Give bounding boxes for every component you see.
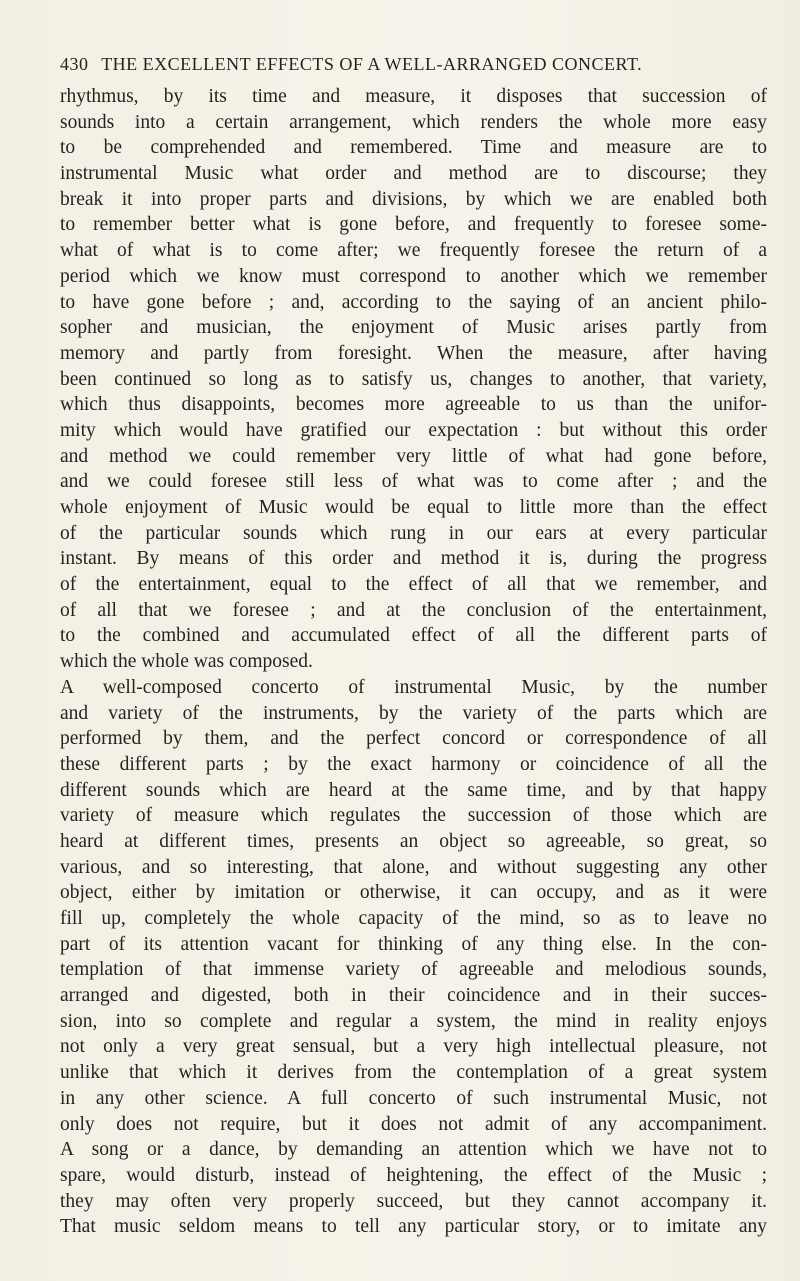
text-line: instant. By means of this order and method it is, during the progress: [60, 548, 767, 570]
text-line: been continued so long as to satisfy us, changes to another, that variety,: [60, 368, 767, 390]
text-line: which thus disappoints, becomes more agreeable to us than the unifor-: [60, 394, 767, 416]
text-line: heard at different times, presents an object so agreeable, so great, so: [60, 830, 767, 852]
text-line: templation of that immense variety of agreeable and melodious sounds,: [60, 959, 767, 981]
text-line: these different parts ; by the exact harmony or coincidence of all the: [60, 753, 767, 775]
text-line: fill up, completely the whole capacity of the mind, so as to leave no: [60, 908, 767, 929]
text-line: A song or a dance, by demanding an attention which we have not to: [60, 1139, 767, 1161]
text-line: what of what is to come after; we frequently foresee the return of a: [60, 240, 767, 262]
text-line: various, and so interesting, that alone, and without suggesting any other: [60, 856, 767, 878]
text-line: to have gone before ; and, according to the saying of an ancient philo-: [60, 291, 767, 313]
text-line: and variety of the instruments, by the variety of the parts which are: [60, 702, 767, 724]
text-line: rhythmus, by its time and measure, it disposes that succession of: [60, 86, 767, 107]
text-line: sopher and musician, the enjoyment of Music arises partly from: [60, 317, 767, 339]
text-line: to remember better what is gone before, and frequently to foresee some-: [60, 214, 767, 236]
text-line: they may often very properly succeed, but they cannot accompany it.: [60, 1190, 767, 1212]
text-line: A well-composed concerto of instrumental Music, by the number: [60, 676, 767, 698]
text-line: sounds into a certain arrangement, which renders the whole more easy: [60, 111, 767, 133]
text-line: performed by them, and the perfect concord or correspondence of all: [60, 728, 767, 750]
running-head: [60, 54, 760, 82]
text-line: of all that we foresee ; and at the conclusion of the entertainment,: [60, 599, 767, 621]
text-line: of the particular sounds which rung in our ears at every particular: [60, 522, 767, 544]
text-line: only does not require, but it does not admit of any accompaniment.: [60, 1113, 767, 1135]
text-line: mity which would have gratified our expectation : but without this order: [60, 419, 767, 441]
text-line: whole enjoyment of Music would be equal to little more than the effect: [60, 497, 767, 518]
text-line: unlike that which it derives from the contemplation of a great system: [60, 1062, 767, 1084]
text-line: not only a very great sensual, but a very high intellectual pleasure, not: [60, 1036, 767, 1058]
text-line: variety of measure which regulates the succession of those which are: [60, 805, 767, 827]
text-line: which the whole was composed.: [60, 651, 313, 673]
text-line: different sounds which are heard at the same time, and by that happy: [60, 779, 767, 801]
running-title: THE EXCELLENT EFFECTS OF A WELL-ARRANGED CONCERT.: [101, 54, 643, 74]
text-line: instrumental Music what order and method are to discourse; they: [60, 163, 767, 185]
text-line: period which we know must correspond to another which we remember: [60, 265, 767, 287]
text-line: to be comprehended and remembered. Time and measure are to: [60, 137, 767, 159]
text-line: sion, into so complete and regular a system, the mind in reality enjoys: [60, 1010, 767, 1032]
text-line: part of its attention vacant for thinking of any thing else. In the con-: [60, 933, 767, 955]
body-text: [60, 84, 767, 1240]
text-line: object, either by imitation or otherwise, it can occupy, and as it were: [60, 882, 767, 904]
text-line: and method we could remember very little of what had gone before,: [60, 445, 767, 467]
text-line: of the entertainment, equal to the effect of all that we remember, and: [60, 574, 767, 596]
text-line: spare, would disturb, instead of heightening, the effect of the Music ;: [60, 1164, 767, 1186]
text-line: That music seldom means to tell any particular story, or to imitate any: [60, 1216, 767, 1238]
text-line: to the combined and accumulated effect of all the different parts of: [60, 625, 767, 647]
text-line: memory and partly from foresight. When the measure, after having: [60, 342, 767, 364]
text-line: arranged and digested, both in their coincidence and in their succes-: [60, 985, 767, 1007]
text-line: and we could foresee still less of what was to come after ; and the: [60, 471, 767, 493]
text-line: break it into proper parts and divisions, by which we are enabled both: [60, 188, 767, 210]
page-number: 430: [60, 54, 89, 74]
text-line: in any other science. A full concerto of such instrumental Music, not: [60, 1087, 767, 1109]
